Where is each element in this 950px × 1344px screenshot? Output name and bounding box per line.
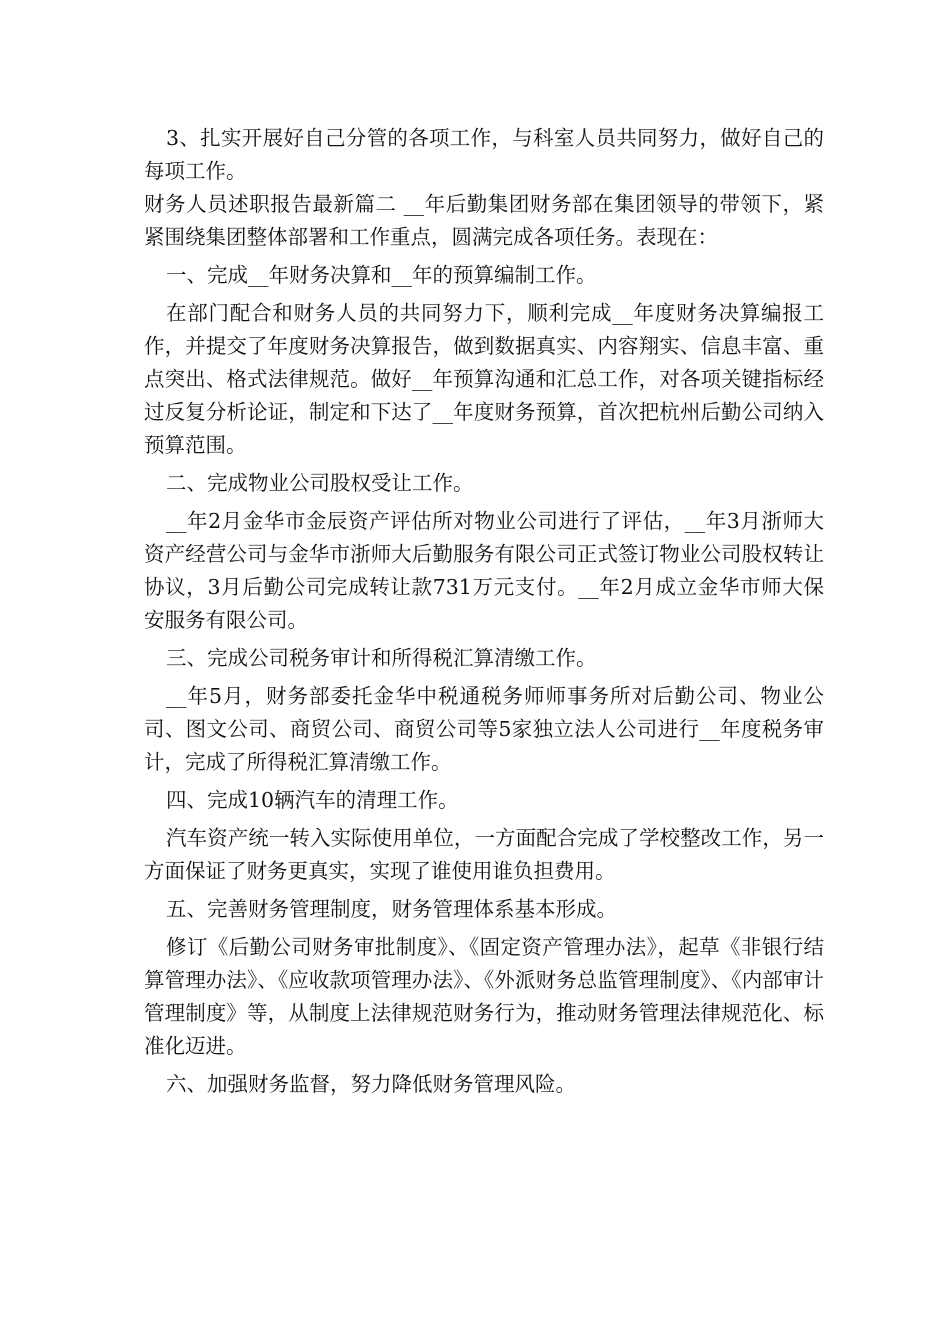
- paragraph-budget: 在部门配合和财务人员的共同努力下，顺利完成__年度财务决算编报工作，并提交了年度财务决算报告，做到数据真实、内容翔实、信息丰富、重点突出、格式法律规范。做好__年预算沟通和汇总工作，对各项关键指标经过反复分析论证，制定和下达了__年度财务预算，首次把杭州后勤公司纳入预算范围。: [144, 301, 824, 457]
- paragraph-tax-audit: __年5月，财务部委托金华中税通税务师师事务所对后勤公司、物业公司、图文公司、商贸公司、商贸公司等5家独立法人公司进行__年度税务审计，完成了所得税汇算清缴工作。: [144, 684, 824, 774]
- heading-three: 三、完成公司税务审计和所得税汇算清缴工作。: [166, 646, 597, 670]
- paragraph-item-3: 3、扎实开展好自己分管的各项工作，与科室人员共同努力，做好自己的每项工作。: [144, 126, 824, 183]
- heading-five: 五、完善财务管理制度，财务管理体系基本形成。: [166, 897, 617, 921]
- paragraph-vehicles: 汽车资产统一转入实际使用单位，一方面配合完成了学校整改工作，另一方面保证了财务更真实，实现了谁使用谁负担费用。: [144, 826, 824, 883]
- paragraph-equity: __年2月金华市金辰资产评估所对物业公司进行了评估，__年3月浙师大资产经营公司与金华市浙师大后勤服务有限公司正式签订物业公司股权转让协议，3月后勤公司完成转让款731万元支付。__年2月成立金华市师大保安服务有限公司。: [144, 509, 824, 632]
- heading-six: 六、加强财务监督，努力降低财务管理风险。: [166, 1072, 576, 1096]
- heading-one: 一、完成__年财务决算和__年的预算编制工作。: [166, 263, 597, 287]
- paragraph-section-two-intro: 财务人员述职报告最新篇二 __年后勤集团财务部在集团领导的带领下，紧紧围绕集团整体部署和工作重点，圆满完成各项任务。表现在：: [144, 192, 824, 249]
- paragraph-regulations: 修订《后勤公司财务审批制度》、《固定资产管理办法》，起草《非银行结算管理办法》、《应收款项管理办法》、《外派财务总监管理制度》、《内部审计管理制度》等，从制度上法律规范财务行为，推动财务管理法律规范化、标准化迈进。: [144, 935, 824, 1058]
- document-page: [144, 122, 824, 1101]
- heading-four: 四、完成10辆汽车的清理工作。: [166, 788, 459, 812]
- heading-two: 二、完成物业公司股权受让工作。: [166, 471, 474, 495]
